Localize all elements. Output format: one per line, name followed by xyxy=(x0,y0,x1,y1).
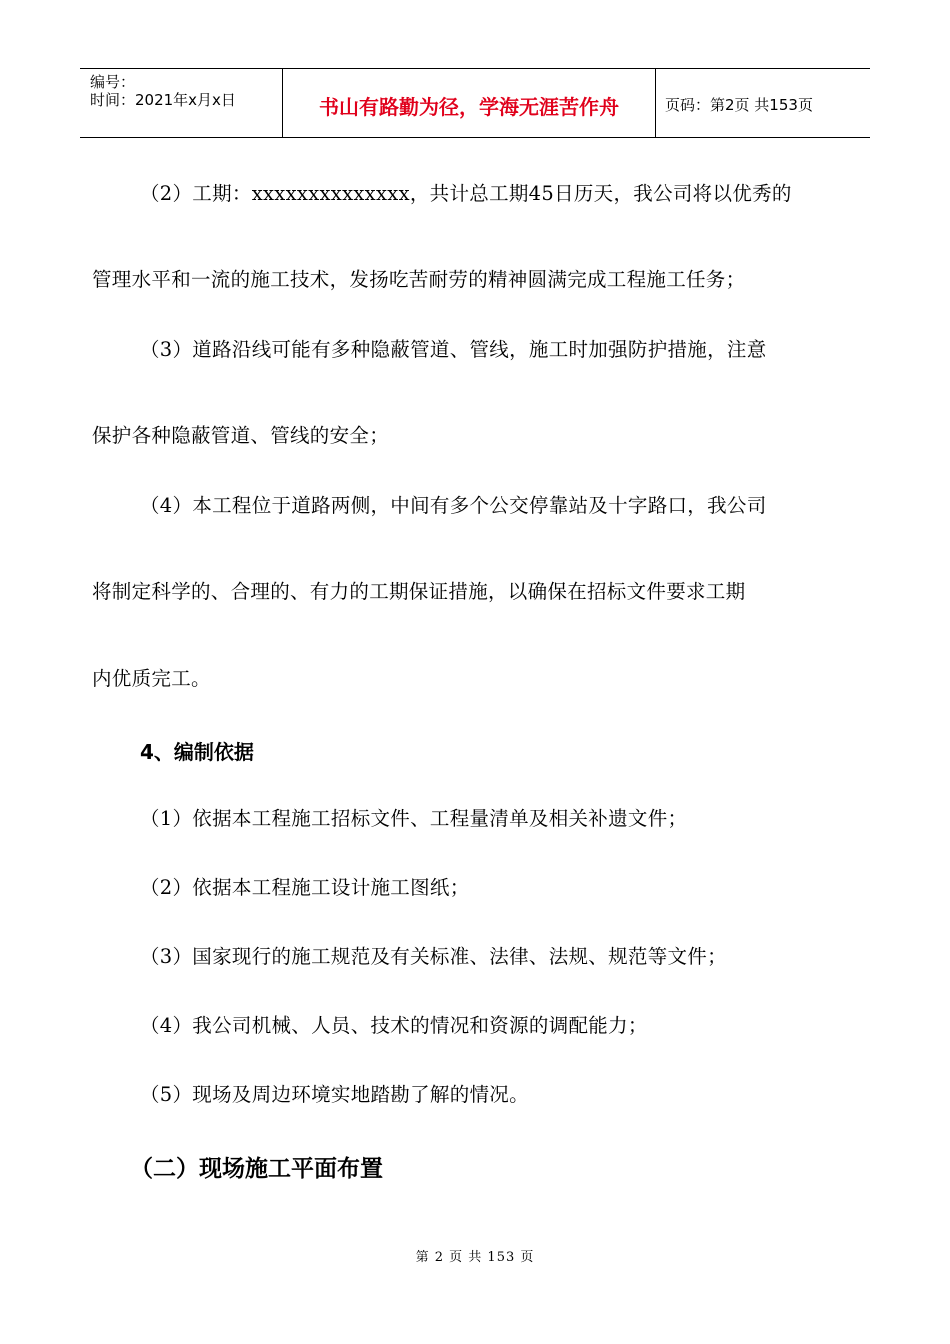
paragraph-2-line-1: （2）工期：xxxxxxxxxxxxxx，共计总工期45日历天，我公司将以优秀的 xyxy=(140,182,792,205)
paragraph-4-line-2: 将制定科学的、合理的、有力的工期保证措施，以确保在招标文件要求工期 xyxy=(92,580,746,603)
section-4-heading: 4、编制依据 xyxy=(140,740,254,764)
paragraph-3-line-1: （3）道路沿线可能有多种隐蔽管道、管线，施工时加强防护措施，注意 xyxy=(140,338,767,361)
header-motto-cell xyxy=(283,69,656,137)
header-page-cell xyxy=(657,69,870,137)
basis-item-3: （3）国家现行的施工规范及有关标准、法律、法规、规范等文件； xyxy=(140,945,727,968)
header-meta-cell xyxy=(80,69,283,137)
basis-item-4: （4）我公司机械、人员、技术的情况和资源的调配能力； xyxy=(140,1014,648,1037)
paragraph-4-line-3: 内优质完工。 xyxy=(92,667,211,690)
header-page-info: 页码：第2页 共153页 xyxy=(665,96,813,114)
document-date: 时间：2021年x月x日 xyxy=(90,91,236,109)
paragraph-3-line-2: 保护各种隐蔽管道、管线的安全； xyxy=(92,424,390,447)
basis-item-2: （2）依据本工程施工设计施工图纸； xyxy=(140,876,470,899)
basis-item-5: （5）现场及周边环境实地踏勘了解的情况。 xyxy=(140,1083,529,1106)
page-header xyxy=(80,68,870,138)
document-number-label: 编号： xyxy=(90,73,136,91)
basis-item-1: （1）依据本工程施工招标文件、工程量清单及相关补遗文件； xyxy=(140,807,688,830)
paragraph-2-line-2: 管理水平和一流的施工技术，发扬吃苦耐劳的精神圆满完成工程施工任务； xyxy=(92,268,746,291)
page-footer: 第 2 页 共 153 页 xyxy=(415,1250,535,1265)
header-motto: 书山有路勤为径，学海无涯苦作舟 xyxy=(319,95,619,119)
paragraph-4-line-1: （4）本工程位于道路两侧，中间有多个公交停靠站及十字路口，我公司 xyxy=(140,494,767,517)
section-2-heading: （二）现场施工平面布置 xyxy=(130,1156,383,1182)
